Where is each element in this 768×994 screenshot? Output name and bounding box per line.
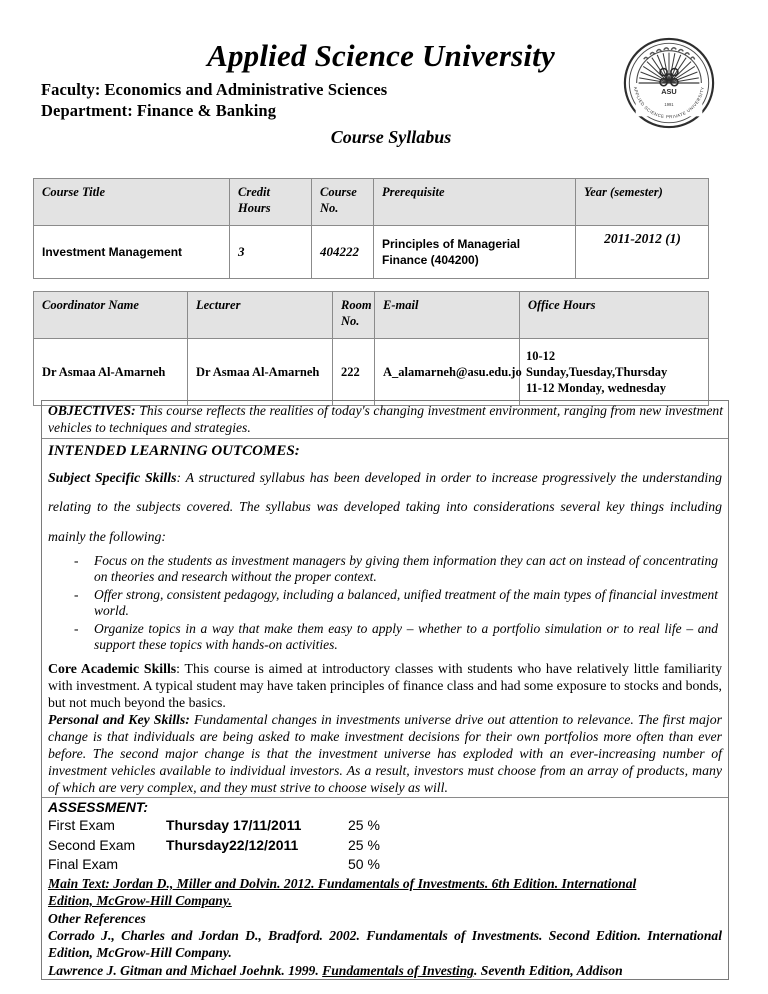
asu-logo-year: 1991 [664,102,674,108]
exam-name: First Exam [48,817,115,834]
col-email: E-mail [375,292,520,339]
course-table-header-row [34,179,709,226]
col-prerequisite: Prerequisite [374,179,576,226]
personal-key-label: Personal and Key Skills: [48,711,190,727]
other-reference-2 [42,962,728,979]
list-item: - Offer strong, consistent pedagogy, including a balanced, unified treatment of the main types of financial investment world. [72,587,718,620]
cell-email: A_alamarneh@asu.edu.jo [375,339,520,406]
col-room-no: Room No. [333,292,375,339]
core-academic-skills [42,659,728,711]
course-syllabus-subtitle: Course Syllabus [330,127,452,148]
personal-key-text: Fundamental changes in investments universe drive out attention to relevance. The first major change is that individuals are being asked to make investment decisions for their own portfolios more often than ever before. The second major change is that the investment universe has exploded with an ever-increasing number of investment vehicles available to individual investors. As a result, investors must choose from an array of products, many of which are very complex, and they must strive to choose wisely as will. [48,711,722,796]
office-hours-line-1: 10-12 [526,348,556,363]
table-row [48,816,468,836]
department-label: Department: [41,101,133,121]
exam-date: Thursday 17/11/2011 [166,817,302,834]
exam-date: Thursday22/12/2011 [166,836,299,853]
subject-specific-text: : A structured syllabus has been developed in order to increase progressively the understanding relating to the subjects covered. The syllabus was developed taking into considerations several key things including mainly the following: [48,470,722,544]
other-reference-2-post: . Seventh Edition, Addison [473,962,623,978]
university-title: Applied Science University [207,38,555,73]
department-line [41,100,701,122]
col-coordinator-name: Coordinator Name [34,292,188,339]
ilo-bullet-list [42,553,728,657]
list-item: - Organize topics in a way that make them easy to apply – whether to a portfolio simulation or to real life – and support these topics with hands-on activities. [72,621,718,654]
asu-logo-ring-text: APPLIED SCIENCE PRIVATE UNIVERSITY [632,86,706,120]
list-item: - Focus on the students as investment managers by giving them information they can act on instead of concentrating on theories and research without the proper context. [72,553,718,586]
staff-table-row [34,339,709,406]
staff-table-header-row [34,292,709,339]
ilo-heading: INTENDED LEARNING OUTCOMES: [48,443,300,460]
asu-seal-icon [620,34,718,132]
office-hours-line-2: Sunday,Tuesday,Thursday [526,364,668,379]
other-references-heading: Other References [48,911,146,927]
exam-percent: 25 % [348,836,380,853]
course-info-table [33,178,709,279]
exam-name: Second Exam [48,836,136,853]
col-year-semester: Year (semester) [576,179,709,226]
faculty-label: Faculty: [41,79,101,99]
col-credit-hours: Credit Hours [230,179,312,226]
other-reference-2-pre: Lawrence J. Gitman and Michael Joehnk. 1999. [48,962,323,978]
exam-percent: 50 % [348,856,380,873]
col-course-no: Course No. [312,179,374,226]
faculty-line [41,79,701,101]
ilo-bullet-wrap [42,553,728,659]
department-value: Finance & Banking [136,101,277,121]
cell-room-no: 222 [333,339,375,406]
cell-prerequisite: Principles of Managerial Finance (404200) [374,226,576,279]
objectives-section [42,401,728,438]
table-row [48,836,468,856]
cell-coordinator-name: Dr Asmaa Al-Amarneh [34,339,188,406]
cell-course-title: Investment Management [34,226,230,279]
personal-key-skills [42,711,728,797]
cell-year-semester: 2011-2012 (1) [576,226,709,279]
table-row [48,855,468,875]
col-lecturer: Lecturer [188,292,333,339]
cell-office-hours [520,339,709,406]
office-hours-line-3: 11-12 Monday, wednesday [526,381,666,396]
cell-lecturer: Dr Asmaa Al-Amarneh [188,339,333,406]
objectives-text: This course reflects the realities of today's changing investment environment, ranging from new investment vehicles to techniques and strategies. [48,403,723,435]
asu-logo-text: ASU [661,86,677,96]
main-text-line-1: Main Text: Jordan D., Miller and Dolvin. 2012. Fundamentals of Investments. 6th Edition. International [48,876,637,892]
other-reference-1: Corrado J., Charles and Jordan D., Bradford. 2002. Fundamentals of Investments. Second Edition. International Edition, McGrow-Hill Company. [48,928,722,961]
cell-credit-hours: 3 [230,226,312,279]
core-academic-text: : This course is aimed at introductory classes with students who have relatively little familiarity with investment. A typical student may have taken principles of finance class and had some exposure to stocks and bonds, but not much beyond the basics. [48,660,722,710]
other-reference-2-title: Fundamentals of Investing [322,962,474,978]
cell-course-no: 404222 [312,226,374,279]
staff-info-table [33,291,709,406]
main-text-line-2: Edition, McGrow-Hill Company. [48,893,232,909]
exam-percent: 25 % [348,817,380,834]
objectives-label: OBJECTIVES: [48,403,136,418]
col-course-title: Course Title [34,179,230,226]
assessment-table [48,816,468,875]
subject-specific-label: Subject Specific Skills [48,470,177,486]
syllabus-content-box [41,400,729,980]
exam-name: Final Exam [48,856,119,873]
document-header [41,40,701,148]
assessment-heading: ASSESSMENT: [48,799,149,816]
faculty-value: Economics and Administrative Sciences [104,79,388,99]
col-office-hours: Office Hours [520,292,709,339]
core-academic-label: Core Academic Skills [48,660,177,676]
course-table-row [34,226,709,279]
exam-date [166,855,348,875]
subject-specific-skills [42,462,728,551]
